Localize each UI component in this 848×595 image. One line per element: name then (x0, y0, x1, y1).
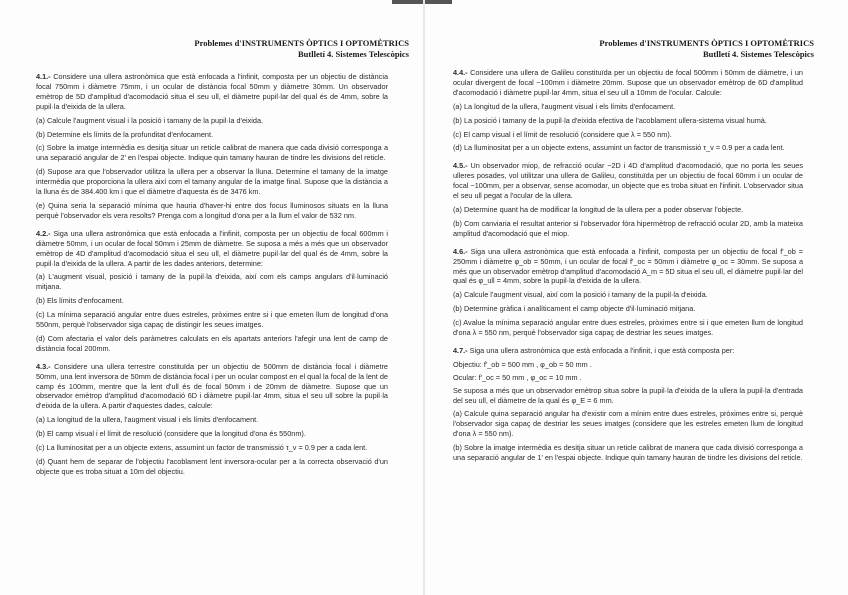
part-e: (e) Quina seria la separació mínima que hauria d'haver-hi entre dos focus lluminosos situats en la lluna perquè l'observador els vera resolts? Prenga com a longitud d'ona per a la llum el valor de 532 nm. (36, 200, 388, 220)
part-a: (a) Calcule l'augment visual, així com la posició i tamany de la pupil·la d'eixida. (453, 290, 708, 300)
objective-label: Objectiu: (453, 359, 482, 369)
problem-statement: Considere una ullera astronòmica que està enfocada a l'infinit, composta per un objectiu de distància focal 750mm i diàmetre 75mm, i un ocular de distància focal 50mm y diàmetre 30mm. Un observador emètrop de 5D d'amplitud d'acomodació situa el seu ull, el diàmetre pupil·lar del qual és de 4mm, sobre la pupil·la d'eixida de la ullera. (36, 72, 389, 111)
problem-statement: Un observador miop, de refracció ocular −2D i 4D d'amplitud d'acomodació, que no porta les seues ulleres posades, vol utilitzar una ullera de Galileu, constituïda per un objectiu de focal 60mm i un ocular de focal −100mm, per a observar, sense acomodar, un objecte que es troba situat en l'infinit. L'observador situa el seu ull pegat a l'ocular de la ullera. (453, 161, 803, 201)
part-c: (c) El camp visual i el límit de resolució (considere que λ = 550 nm). (453, 129, 672, 139)
part-c: (c) La lluminositat per a un objecte extens, assumint un factor de transmissió τ_v = 0.9 per a cada lent. (36, 443, 368, 453)
header-title: Problemes d'INSTRUMENTS ÒPTICS I OPTOMÈTRICS (599, 38, 814, 48)
header-subtitle: Butlletí 4. Sistemes Telescòpics (298, 49, 409, 59)
part-a: (a) Calcule l'augment visual i la posició i tamany de la pupil·la d'eixida. (36, 115, 264, 125)
part-c: (c) La mínima separació angular entre dues estreles, pròximes entre si i que emeten llum de longitud d'ona 550nm, perquè l'observador siga capaç de distingir les seues imatges. (36, 310, 388, 330)
part-c: (c) Avalue la mínima separació angular entre dues estreles, pròximes entre si i que emeten llum de longitud d'ona λ = 550 nm, perquè l'observador siga capaç de destriar les seues imatges. (453, 318, 803, 338)
part-d: (d) Com afectaria el valor dels paràmetres calculats en els apartats anteriors l'afegir una lent de camp de distància focal 200mm. (36, 333, 388, 353)
problem-statement: Considere una ullera terrestre constituïda per un objectiu de 500mm de distància focal i diàmetre 50mm, una lent inversora de 50mm de distància focal i per un ocular compost en el qual la focal de la lent de camp és 100mm, mentre que la lent d'ull és de focal 50mm i de 20mm de diàmetre. Supose que un observador emètrop d'amplitud d'acomodació 6D i diàmetre pupil·lar 4mm, situa el seu ull sobre la pupil·la d'eixida de la ullera. A partir d'aquestes dades, calcule: (36, 361, 388, 411)
left-page (0, 0, 423, 595)
part-c: (c) Sobre la imatge intermèdia es desitja situar un reticle calibrat de manera que cada divisió corresponga a una separació angular de 2' en l'espai objecte. Indique quin tamany hauran de tindre les divisions del reticle. (36, 143, 388, 163)
problem-4-7 (453, 346, 803, 463)
problem-statement: Siga una ullera astronòmica que està enfocada a l'infinit, composta per un objectiu de focal 600mm i diàmetre 50mm, i un ocular de focal 50mm i 25mm de diàmetre. Se suposa a més a més que un observador emètrop de 4D d'amplitud d'acomodació situa el seu ull, el diàmetre pupil·lar del qual és de 4mm, sobre la pupil·la d'eixida de la ullera. A partir de les dades anteriors, determine: (36, 228, 388, 268)
problem-number: 4.4.- (453, 68, 468, 77)
problem-statement: Siga una ullera astronòmica que està enfocada a l'infinit, i que està composta per: (469, 345, 735, 355)
problem-4-1 (36, 72, 388, 221)
part-b: (b) Com canviaria el resultat anterior si l'observador fóra hipermètrop de refracció ocular 2D, amb la mateixa amplitud d'acomodació que el miop. (453, 218, 803, 238)
part-b: (b) La posició i tamany de la pupil·la d'eixida efectiva de l'acoblament ullera-sistema visual humà. (453, 115, 767, 125)
problem-4-3 (36, 362, 388, 477)
part-a: (a) Determine quant ha de modificar la longitud de la ullera per a poder observar l'objecte. (453, 204, 744, 214)
problem-number: 4.3.- (36, 361, 51, 371)
problem-number: 4.2.- (36, 228, 51, 238)
problem-statement: Considere una ullera de Galileu constituïda per un objectiu de focal 500mm i 50mm de diàmetre, i un ocular divergent de focal −100mm i diàmetre 20mm. Supose que un observador emètrop de 6D d'amplitud d'acomodació i diàmetre pupil·lar 4mm, situa el seu ull a 10mm de l'ocular. Calcule: (453, 68, 803, 97)
ocular-label: Ocular: (453, 372, 477, 382)
problem-number: 4.6.- (453, 246, 468, 256)
part-a: (a) Calcule quina separació angular ha d'existir com a mínim entre dues estreles, pròximes entre si, perquè l'observador siga capaç de destriar les seues imatges (considere que les estreles emeten llum de longitud d'ona λ = 550 nm). (453, 409, 803, 439)
problem-4-6 (453, 247, 803, 338)
problem-statement: Siga una ullera astronòmica que està enfocada a l'infinit, composta per un objectiu de focal f'_ob = 250mm i diàmetre φ_ob = 50mm, i un ocular de focal f'_oc = 50mm i diàmetre φ_oc = 30mm. Se suposa a més que un observador emètrop d'amplitud d'acomodació A_m = 5D situa el seu ull, el diàmetre pupil·lar del qual és φ_ull = 4mm, sobre la pupil·la d'eixida de la ullera. (453, 246, 803, 286)
part-d: (d) La lluminositat per a un objecte extens, assumint un factor de transmissió τ_v = 0.9 per a cada lent. (453, 143, 785, 153)
left-page-body (36, 72, 388, 485)
right-page-body (453, 68, 803, 471)
right-page (425, 0, 848, 595)
left-page-header (194, 38, 409, 60)
ocular-spec (453, 373, 803, 383)
header-subtitle: Butlletí 4. Sistemes Telescòpics (703, 49, 814, 59)
part-d: (d) Supose ara que l'observador utilitza la ullera per a observar la lluna. Determine el tamany de la imatge intermèdia que proporciona la ullera així com el tamany angular de la imatge final. Supose que la distància a la lluna és de 384.400 km i que el diàmetre d'aquesta és de 3476 km. (36, 167, 388, 197)
problem-4-5 (453, 161, 803, 238)
objective-spec (453, 360, 803, 370)
problem-statement-2: Se suposa a més que un observador emètrop situa sobre la pupil·la d'eixida de la ullera la pupil·la d'entrada del seu ull, el diàmetre de la qual és φ_E = 6 mm. (453, 385, 803, 405)
ocular-values: f'_oc = 50 mm , φ_oc = 10 mm . (478, 372, 582, 382)
part-d: (d) Quant hem de separar de l'objectiu l'acoblament lent inversora-ocular per a la correcta observació d'un objecte que es troba situat a 10m del objectiu. (36, 457, 388, 476)
part-a: (a) La longitud de la ullera, l'augment visual i els límits d'enfocament. (453, 101, 676, 111)
part-b: (b) Determine els límits de la profunditat d'enfocament. (36, 129, 214, 139)
part-b: (b) Els límits d'enfocament. (36, 296, 124, 306)
part-b: (b) Sobre la imatge intermèdia es desitja situar un reticle calibrat de manera que cada divisió corresponga a una separació angular de 1' en l'espai objecte. Indique quin tamany hauran de tindre les divisions del reticle. (453, 443, 803, 463)
part-a: (a) La longitud de la ullera, l'augment visual i els límits d'enfocament. (36, 415, 259, 425)
header-title: Problemes d'INSTRUMENTS ÒPTICS I OPTOMÈTRICS (194, 38, 409, 48)
part-b: (b) Determine gràfica i analíticament el camp objecte d'il·luminació mitjana. (453, 304, 696, 314)
part-a: (a) L'augment visual, posició i tamany de la pupil·la d'eixida, així com els camps angulars d'il·luminació mitjana. (36, 272, 388, 292)
objective-values: f'_ob = 500 mm , φ_ob = 50 mm . (483, 359, 592, 369)
problem-number: 4.1.- (36, 72, 51, 81)
problem-number: 4.5.- (453, 161, 468, 171)
part-b: (b) El camp visual i el límit de resolució (considere que la longitud d'ona és 550nm). (36, 429, 306, 439)
problem-4-4 (453, 68, 803, 153)
right-page-header (599, 38, 814, 60)
problem-4-2 (36, 229, 388, 354)
problem-number: 4.7.- (453, 345, 468, 355)
